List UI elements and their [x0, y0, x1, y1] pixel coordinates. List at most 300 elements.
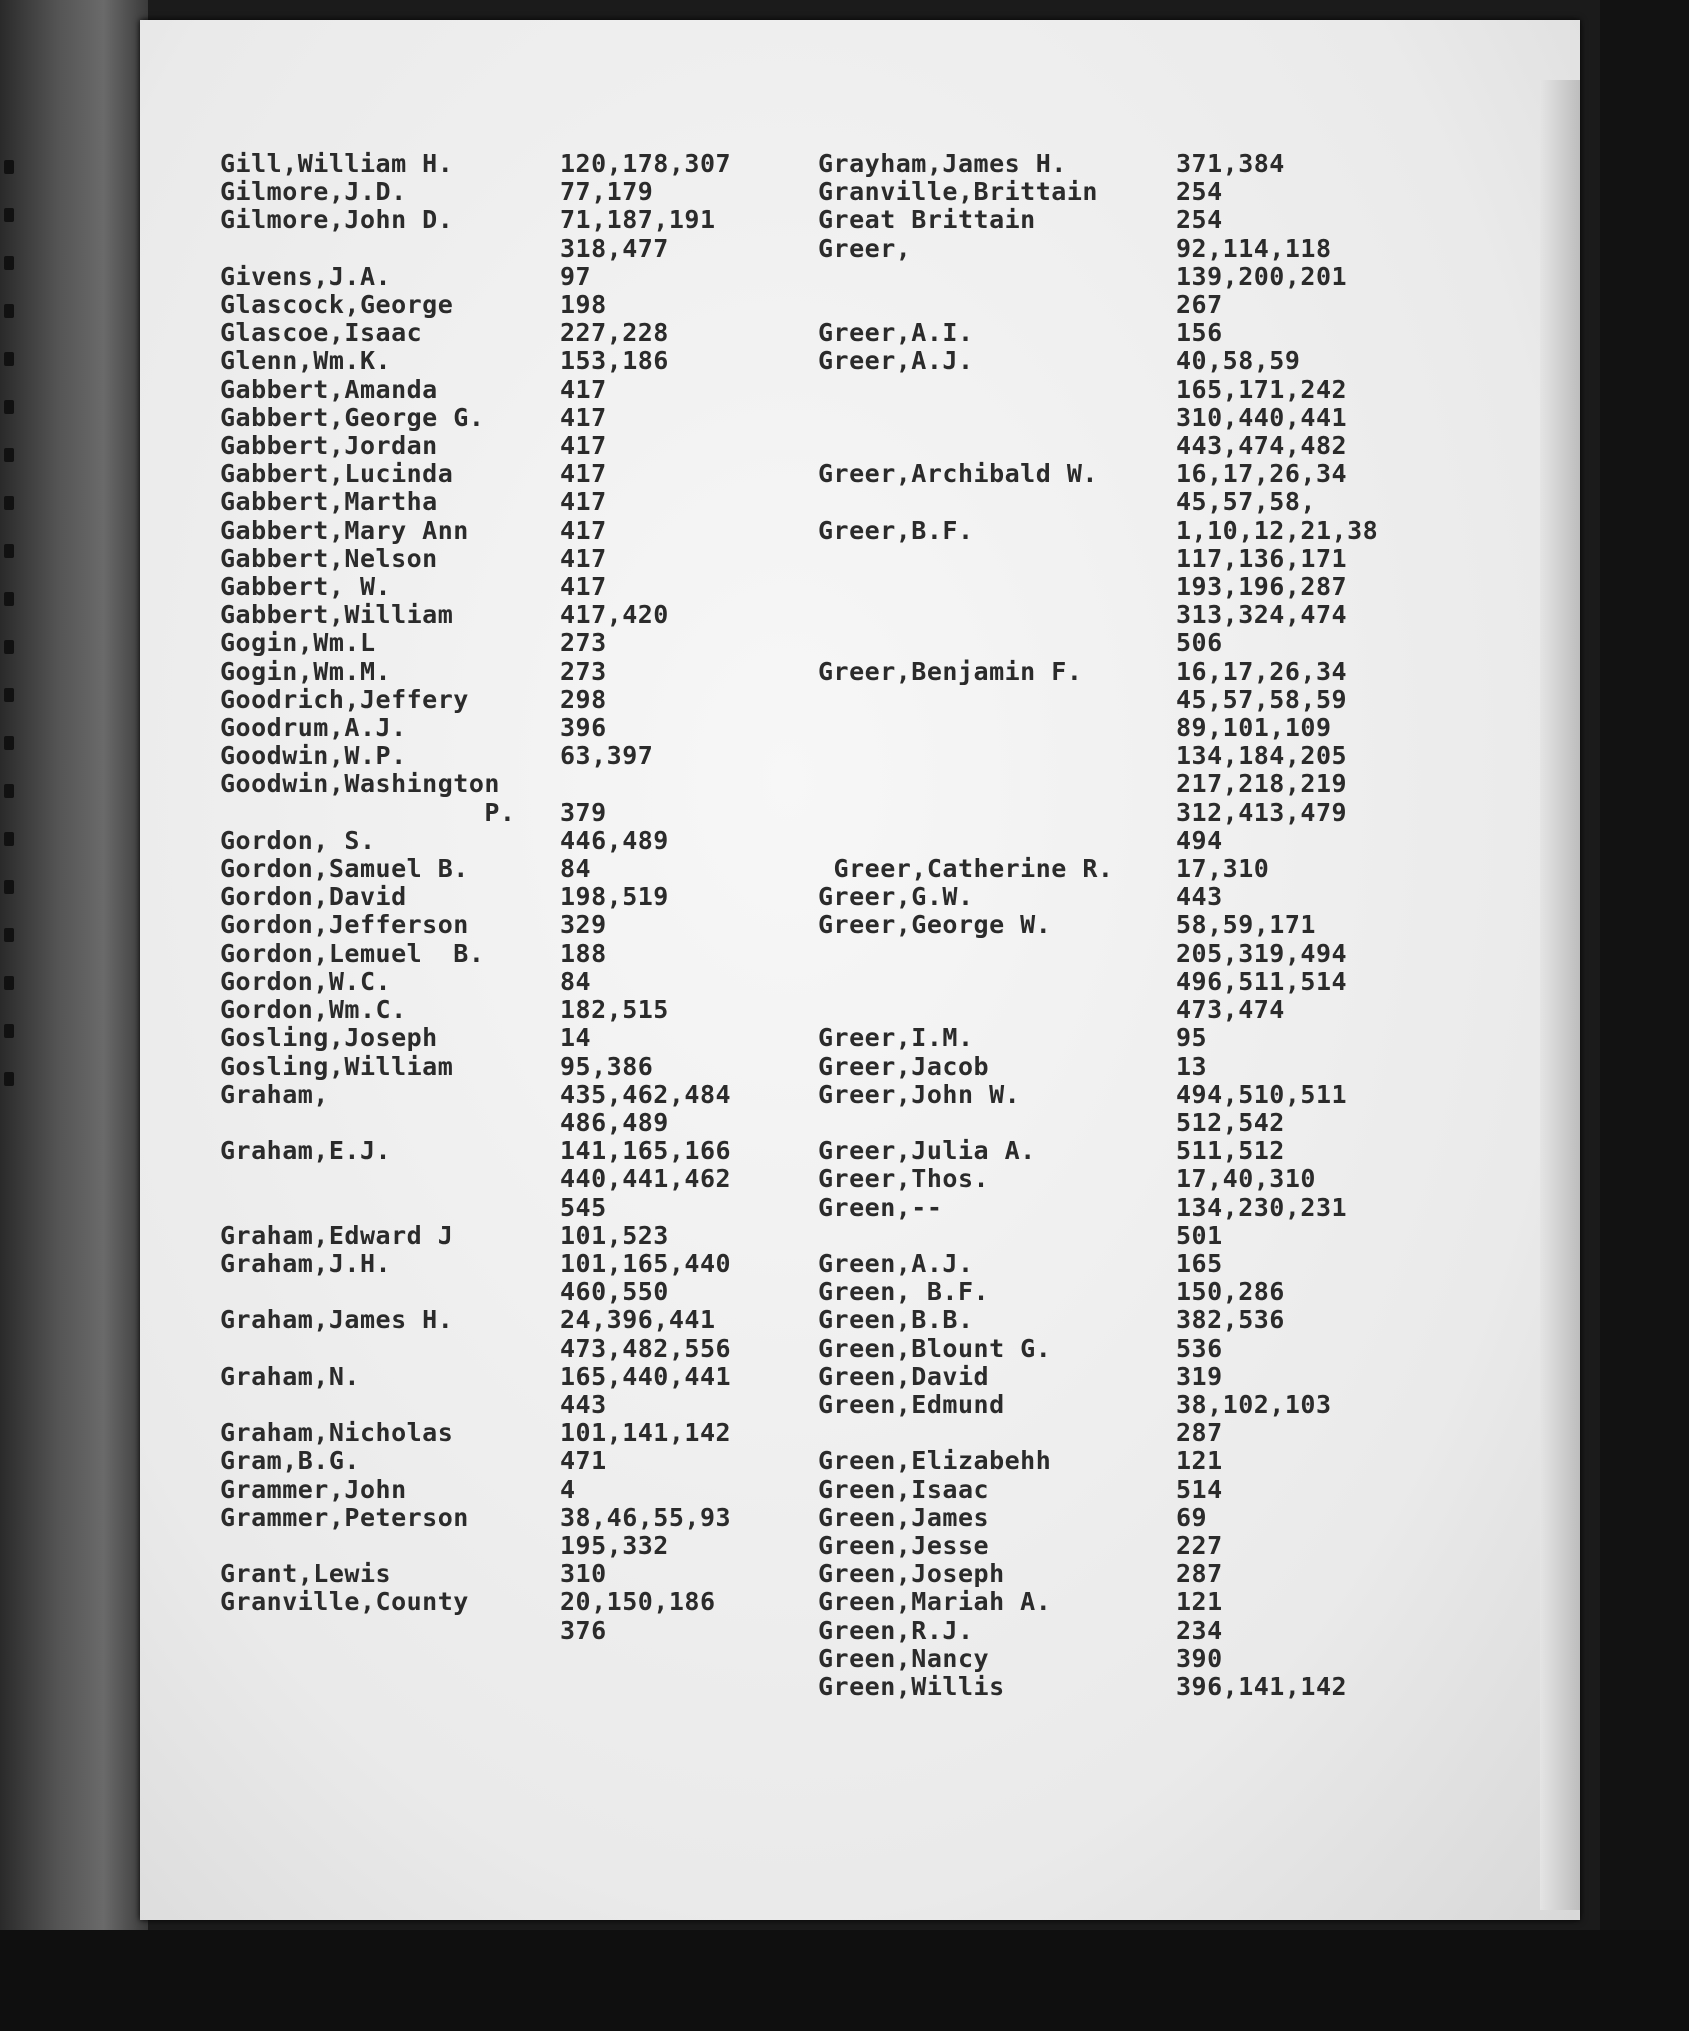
index-entry — [818, 1165, 1438, 1193]
page-numbers-line: 227,228 — [560, 318, 669, 348]
binding-hole — [4, 736, 14, 750]
page-numbers-line: 417 — [560, 402, 607, 432]
page-numbers-line: 17,310 — [1176, 854, 1270, 884]
page-numbers-line: 14 — [560, 1023, 592, 1053]
entry-pages — [560, 1250, 731, 1306]
index-entry — [220, 1053, 820, 1081]
entry-name: Gordon, S. — [220, 825, 376, 855]
entry-pages — [1176, 1278, 1285, 1306]
entry-name: Greer,Jacob — [818, 1051, 990, 1081]
entry-pages — [560, 1024, 591, 1052]
entry-name: Gordon,Jefferson — [220, 910, 469, 940]
entry-name: Givens,J.A. — [220, 261, 392, 291]
entry-name: Green,-- — [818, 1192, 943, 1222]
binding-hole — [4, 160, 14, 174]
page-numbers-line: 134,230,231 — [1176, 1192, 1348, 1222]
page-numbers-line: 188 — [560, 938, 607, 968]
index-entry — [220, 376, 820, 404]
binding-hole — [4, 400, 14, 414]
entry-name: Gordon,David — [220, 882, 407, 912]
page-numbers-line: 298 — [560, 684, 607, 714]
index-entry — [220, 1588, 820, 1644]
index-entry — [818, 1504, 1438, 1532]
binding-hole — [4, 976, 14, 990]
entry-pages — [1176, 1476, 1223, 1504]
entry-pages — [1176, 347, 1347, 460]
page-numbers-line: 101,165,440 — [560, 1248, 732, 1278]
entry-pages — [560, 460, 607, 488]
index-entry — [220, 1081, 820, 1137]
page-numbers-line: 440,441,462 — [560, 1164, 732, 1194]
page-numbers-line: 120,178,307 — [560, 149, 732, 178]
index-entry — [220, 601, 820, 629]
index-entry — [220, 1447, 820, 1475]
page-numbers-line: 371,384 — [1176, 149, 1285, 178]
scanner-frame-right — [1600, 0, 1689, 2031]
page-numbers-line: 13 — [1176, 1051, 1208, 1081]
page-numbers-line: 153,186 — [560, 346, 669, 376]
entry-pages — [1176, 1250, 1223, 1278]
entry-name: Gosling,Joseph — [220, 1023, 438, 1053]
entry-pages — [560, 404, 607, 432]
page-numbers-line: 45,57,58,59 — [1176, 684, 1348, 714]
page-numbers-line: 24,396,441 — [560, 1305, 716, 1335]
binding-hole — [4, 352, 14, 366]
entry-pages — [560, 855, 591, 883]
page-numbers-line: 139,200,201 — [1176, 261, 1348, 291]
entry-name: Green,Isaac — [818, 1474, 990, 1504]
entry-pages — [1176, 1447, 1223, 1475]
entry-pages — [560, 714, 607, 742]
page-numbers-line: 84 — [560, 854, 592, 884]
index-entry — [818, 319, 1438, 347]
page-numbers-line: 273 — [560, 628, 607, 658]
entry-name: Gordon,Wm.C. — [220, 995, 407, 1025]
page-numbers-line: 417 — [560, 572, 607, 602]
entry-pages — [560, 629, 607, 657]
page-numbers-line: 287 — [1176, 1559, 1223, 1589]
index-entry — [818, 347, 1438, 460]
page-numbers-line: 417,420 — [560, 600, 669, 630]
binding-hole — [4, 592, 14, 606]
entry-pages — [560, 1504, 731, 1560]
entry-pages — [1176, 1363, 1223, 1391]
index-entry — [220, 742, 820, 770]
entry-name: Goodwin,Washington — [220, 769, 500, 799]
page-numbers-line: 312,413,479 — [1176, 797, 1348, 827]
index-entry — [220, 714, 820, 742]
page-numbers-line: 471 — [560, 1446, 607, 1476]
page-numbers-line: 496,511,514 — [1176, 966, 1348, 996]
page-numbers-line: 40,58,59 — [1176, 346, 1301, 376]
page-numbers-line: 156 — [1176, 318, 1223, 348]
entry-name: Great Brittain — [818, 205, 1036, 235]
page-numbers-line: 254 — [1176, 177, 1223, 207]
entry-pages — [560, 1588, 716, 1644]
entry-pages — [560, 1081, 731, 1137]
entry-name: Green,Mariah A. — [818, 1587, 1052, 1617]
left-binding-strip — [0, 0, 148, 2031]
page-numbers-line: 396 — [560, 713, 607, 743]
entry-name: Gabbert,William — [220, 600, 454, 630]
entry-name: Green,R.J. — [818, 1615, 974, 1645]
page-numbers-line: 165 — [1176, 1248, 1223, 1278]
index-entry — [220, 1024, 820, 1052]
entry-pages — [1176, 855, 1269, 883]
page-numbers-line: 165,171,242 — [1176, 374, 1348, 404]
index-entry — [220, 827, 820, 855]
index-entry — [818, 1673, 1438, 1701]
index-entry — [220, 545, 820, 573]
entry-pages — [1176, 1335, 1223, 1363]
page-numbers-line: 17,40,310 — [1176, 1164, 1316, 1194]
index-entry — [220, 1363, 820, 1419]
entry-name: Greer,Thos. — [818, 1164, 990, 1194]
index-entry — [818, 1447, 1438, 1475]
page-numbers-line: 310 — [560, 1559, 607, 1589]
entry-pages — [1176, 1165, 1316, 1193]
page-numbers-line: 313,324,474 — [1176, 600, 1348, 630]
entry-name: Gogin,Wm.M. — [220, 656, 392, 686]
entry-name: Gabbert,Martha — [220, 487, 438, 517]
page-numbers-line: 97 — [560, 261, 592, 291]
page-numbers-line: 77,179 — [560, 177, 654, 207]
binding-hole — [4, 832, 14, 846]
entry-name: Greer, — [818, 233, 912, 263]
page-numbers-line: 501 — [1176, 1220, 1223, 1250]
entry-pages — [560, 573, 607, 601]
index-entry — [818, 178, 1438, 206]
page-numbers-line: 494,510,511 — [1176, 1079, 1348, 1109]
index-entry — [818, 1335, 1438, 1363]
index-entry — [220, 911, 820, 939]
entry-name: Green,Elizabehh — [818, 1446, 1052, 1476]
entry-pages — [560, 488, 607, 516]
entry-pages — [560, 150, 731, 178]
entry-pages — [560, 1476, 576, 1504]
index-entry — [220, 319, 820, 347]
entry-name: Gabbert,Mary Ann — [220, 515, 469, 545]
page-numbers-line: 71,187,191 — [560, 205, 716, 235]
page-numbers-line: 443,474,482 — [1176, 431, 1348, 461]
index-entry — [818, 658, 1438, 855]
entry-pages — [560, 1363, 731, 1419]
binding-hole — [4, 544, 14, 558]
page-numbers-line: 4 — [560, 1474, 576, 1504]
index-entry — [220, 686, 820, 714]
entry-name: Greer,Benjamin F. — [818, 656, 1083, 686]
page-edge-shadow — [1540, 80, 1580, 1910]
entry-pages — [560, 968, 591, 996]
entry-name: Greer,I.M. — [818, 1023, 974, 1053]
entry-pages — [560, 1419, 731, 1447]
entry-pages — [1176, 235, 1347, 320]
entry-name: Greer,Julia A. — [818, 1136, 1036, 1166]
index-entry — [220, 488, 820, 516]
entry-name: Graham,Edward J — [220, 1220, 454, 1250]
entry-pages — [1176, 1560, 1223, 1588]
binding-hole — [4, 880, 14, 894]
page-numbers-line: 494 — [1176, 825, 1223, 855]
binding-hole — [4, 448, 14, 462]
page-numbers-line: 417 — [560, 515, 607, 545]
entry-name: Graham,Nicholas — [220, 1418, 454, 1448]
binding-hole — [4, 784, 14, 798]
page-numbers-line: 16,17,26,34 — [1176, 656, 1348, 686]
index-entry — [818, 1560, 1438, 1588]
index-entry — [818, 1306, 1438, 1334]
entry-name: Gill,William H. — [220, 149, 454, 178]
page-numbers-line: 319 — [1176, 1361, 1223, 1391]
entry-pages — [560, 517, 607, 545]
binding-hole — [4, 208, 14, 222]
entry-name: Graham,James H. — [220, 1305, 454, 1335]
entry-pages — [560, 1222, 669, 1250]
page-numbers-line: 486,489 — [560, 1107, 669, 1137]
entry-pages — [1176, 1532, 1223, 1560]
page-numbers-line: 379 — [560, 797, 607, 827]
entry-name: Glenn,Wm.K. — [220, 346, 392, 376]
page-numbers-line: 512,542 — [1176, 1107, 1285, 1137]
entry-name: Gabbert, W. — [220, 572, 392, 602]
page-numbers-line: 1,10,12,21,38 — [1176, 515, 1379, 545]
entry-pages — [1176, 1137, 1285, 1165]
index-entry — [220, 517, 820, 545]
page-numbers-line: 254 — [1176, 205, 1223, 235]
entry-name: Green,Nancy — [818, 1643, 990, 1673]
entry-pages — [1176, 319, 1223, 347]
page-numbers-line: 198,519 — [560, 882, 669, 912]
page-numbers-line: 16,17,26,34 — [1176, 459, 1348, 489]
index-entry — [818, 1024, 1438, 1052]
index-entry — [818, 1391, 1438, 1447]
index-entry — [818, 1476, 1438, 1504]
page-numbers-line: 417 — [560, 374, 607, 404]
index-entry — [818, 911, 1438, 1024]
entry-name: Green,Joseph — [818, 1559, 1005, 1589]
binding-hole — [4, 928, 14, 942]
page-numbers-line: 310,440,441 — [1176, 402, 1348, 432]
entry-name: Greer,A.I. — [818, 318, 974, 348]
page-numbers-line: 234 — [1176, 1615, 1223, 1645]
index-column-left — [220, 150, 820, 1645]
entry-pages — [560, 1447, 607, 1475]
entry-pages — [1176, 658, 1347, 855]
entry-name: Graham, — [220, 1079, 329, 1109]
entry-pages — [560, 291, 607, 319]
binding-hole — [4, 496, 14, 510]
entry-name: Green,A.J. — [818, 1248, 974, 1278]
page-numbers-line: 417 — [560, 487, 607, 517]
index-entry — [220, 150, 820, 178]
entry-name: Gogin,Wm.L — [220, 628, 376, 658]
index-entry — [818, 1081, 1438, 1137]
index-entry — [220, 432, 820, 460]
page-numbers-line: 514 — [1176, 1474, 1223, 1504]
index-entry — [818, 1617, 1438, 1645]
page-numbers-line: 473,482,556 — [560, 1333, 732, 1363]
entry-name: Greer,John W. — [818, 1079, 1021, 1109]
index-entry — [220, 629, 820, 657]
entry-name: Granville,Brittain — [818, 177, 1098, 207]
page-numbers-line: 150,286 — [1176, 1277, 1285, 1307]
index-entry — [220, 206, 820, 262]
page-numbers-line: 267 — [1176, 290, 1223, 320]
page-numbers-line: 287 — [1176, 1418, 1223, 1448]
entry-name: Graham,N. — [220, 1361, 360, 1391]
index-entry — [818, 1532, 1438, 1560]
entry-name: Greer,Archibald W. — [818, 459, 1098, 489]
entry-pages — [560, 658, 607, 686]
entry-name: Gordon,Lemuel B. — [220, 938, 485, 968]
binding-hole — [4, 688, 14, 702]
entry-pages — [1176, 1194, 1347, 1250]
index-entry — [220, 460, 820, 488]
index-entry — [220, 178, 820, 206]
entry-pages — [1176, 460, 1347, 516]
page-numbers-line: 443 — [560, 1389, 607, 1419]
entry-name: Green,Edmund — [818, 1389, 1005, 1419]
page-numbers-line: 141,165,166 — [560, 1136, 732, 1166]
index-entry — [818, 1137, 1438, 1165]
page-numbers-line: 329 — [560, 910, 607, 940]
index-entry — [220, 1137, 820, 1222]
index-entry — [220, 573, 820, 601]
entry-pages — [560, 263, 591, 291]
page-numbers-line: 460,550 — [560, 1277, 669, 1307]
entry-pages — [560, 376, 607, 404]
index-entry — [818, 150, 1438, 178]
index-entry — [220, 263, 820, 291]
binding-hole — [4, 256, 14, 270]
page-numbers-line: 38,102,103 — [1176, 1389, 1332, 1419]
entry-name: Greer,George W. — [818, 910, 1052, 940]
entry-pages — [1176, 1053, 1207, 1081]
page-numbers-line: 382,536 — [1176, 1305, 1285, 1335]
page-numbers-line: 198 — [560, 290, 607, 320]
entry-name: Green,Willis — [818, 1671, 1005, 1701]
entry-pages — [560, 1560, 607, 1588]
index-entry — [818, 235, 1438, 320]
page-numbers-line: 89,101,109 — [1176, 713, 1332, 743]
entry-pages — [560, 742, 653, 770]
index-entry — [818, 206, 1438, 234]
entry-name: Gilmore,John D. — [220, 205, 454, 235]
binding-hole — [4, 1072, 14, 1086]
index-entry — [818, 460, 1438, 516]
entry-name: Green, B.F. — [818, 1277, 990, 1307]
index-entry — [818, 1250, 1438, 1278]
entry-name: Goodrum,A.J. — [220, 713, 407, 743]
index-column-right — [818, 150, 1438, 1701]
entry-name: P. — [220, 797, 516, 827]
page-numbers-line: 193,196,287 — [1176, 572, 1348, 602]
page-numbers-line: 182,515 — [560, 995, 669, 1025]
page-numbers-line: 45,57,58, — [1176, 487, 1316, 517]
entry-name: Green,B.B. — [818, 1305, 974, 1335]
page-numbers-line: 545 — [560, 1192, 607, 1222]
index-entry — [220, 940, 820, 968]
index-entry — [220, 855, 820, 883]
entry-name: Gabbert,Nelson — [220, 543, 438, 573]
entry-name: Glascock,George — [220, 290, 454, 320]
index-entry — [220, 799, 820, 827]
entry-pages — [1176, 911, 1347, 1024]
entry-name: Graham,J.H. — [220, 1248, 392, 1278]
page-numbers-line: 121 — [1176, 1446, 1223, 1476]
entry-name: Glascoe,Isaac — [220, 318, 423, 348]
binding-hole — [4, 1024, 14, 1038]
binding-hole — [4, 640, 14, 654]
entry-name: Grammer,Peterson — [220, 1502, 469, 1532]
entry-name: Green,Blount G. — [818, 1333, 1052, 1363]
index-entry — [818, 1194, 1438, 1250]
index-entry — [220, 1306, 820, 1362]
entry-pages — [560, 911, 607, 939]
page-numbers-line: 84 — [560, 966, 592, 996]
entry-pages — [560, 827, 669, 855]
page-numbers-line: 92,114,118 — [1176, 233, 1332, 263]
index-entry — [220, 347, 820, 375]
page-numbers-line: 227 — [1176, 1530, 1223, 1560]
entry-name: Grayham,James H. — [818, 149, 1067, 178]
entry-name: Gordon,W.C. — [220, 966, 392, 996]
page-numbers-line: 417 — [560, 459, 607, 489]
index-entry — [220, 968, 820, 996]
entry-name: Greer,G.W. — [818, 882, 974, 912]
index-entry — [220, 1222, 820, 1250]
entry-name: Green,Jesse — [818, 1530, 990, 1560]
index-entry — [818, 883, 1438, 911]
page-numbers-line: 121 — [1176, 1587, 1223, 1617]
entry-name: Gordon,Samuel B. — [220, 854, 469, 884]
entry-pages — [560, 319, 669, 347]
page-numbers-line: 417 — [560, 543, 607, 573]
scanner-frame-bottom — [0, 1930, 1689, 2031]
index-entry — [220, 1419, 820, 1447]
entry-pages — [1176, 1504, 1207, 1532]
page-numbers-line: 95 — [1176, 1023, 1208, 1053]
entry-pages — [560, 996, 669, 1024]
index-entry — [220, 658, 820, 686]
page-numbers-line: 511,512 — [1176, 1136, 1285, 1166]
index-entry — [818, 517, 1438, 658]
entry-name: Granville,County — [220, 1587, 469, 1617]
entry-pages — [560, 601, 669, 629]
page-numbers-line: 446,489 — [560, 825, 669, 855]
page-numbers-line: 117,136,171 — [1176, 543, 1348, 573]
entry-pages — [1176, 1391, 1332, 1447]
page-numbers-line: 205,319,494 — [1176, 938, 1348, 968]
page-numbers-line: 134,184,205 — [1176, 741, 1348, 771]
page-numbers-line: 396,141,142 — [1176, 1671, 1348, 1701]
entry-pages — [1176, 1588, 1223, 1616]
binding-hole — [4, 304, 14, 318]
page-numbers-line: 217,218,219 — [1176, 769, 1348, 799]
entry-pages — [1176, 1617, 1223, 1645]
entry-pages — [1176, 206, 1223, 234]
page-numbers-line: 195,332 — [560, 1530, 669, 1560]
entry-pages — [560, 1137, 731, 1222]
entry-name: Gabbert,Jordan — [220, 431, 438, 461]
index-entry — [818, 855, 1438, 883]
page-numbers-line: 506 — [1176, 628, 1223, 658]
entry-name: Gabbert,Amanda — [220, 374, 438, 404]
entry-pages — [1176, 517, 1378, 658]
page-numbers-line: 376 — [560, 1615, 607, 1645]
index-entry — [220, 883, 820, 911]
page-numbers-line: 165,440,441 — [560, 1361, 732, 1391]
